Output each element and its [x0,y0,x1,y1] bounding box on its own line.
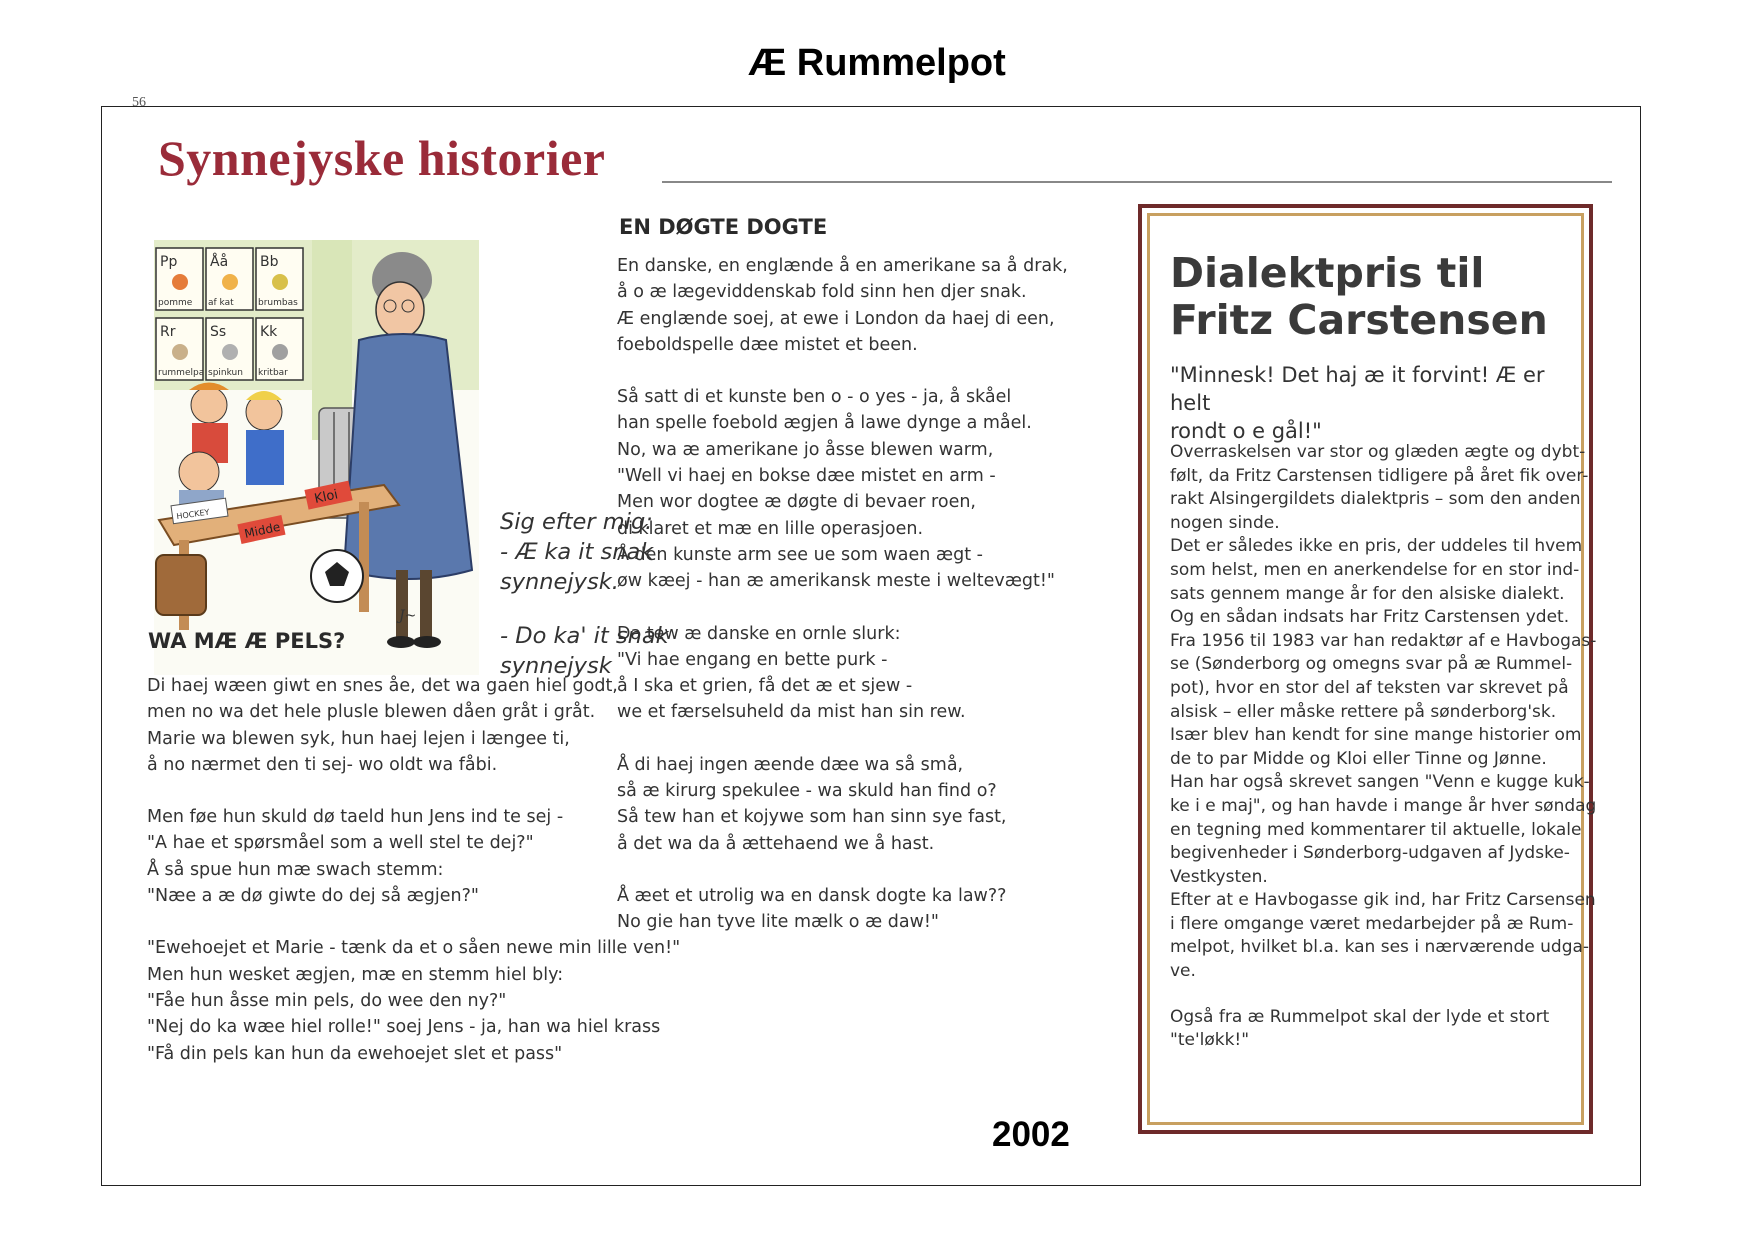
text-line: "Få din pels kan hun da ewehoejet slet et pass" [147,1043,563,1064]
text-line: Men wor dogtee æ døgte di bevaer roen, [617,492,976,513]
text-line: Å di haej ingen æende dæe wa så små, [617,754,964,775]
text-line: melpot, hvilket bl.a. kan ses i nærværende udga- [1170,937,1590,958]
stanza [617,253,1068,358]
soccer-ball [311,550,363,602]
alphabet-card [256,248,303,310]
text-line: øw kæej - han æ amerikansk meste i weltevægt!" [617,571,1055,592]
card-word: pomme [158,298,193,308]
desk-sign: Midde [243,519,282,541]
scanned-page [101,95,1641,1186]
text-line: Han har også skrevet sangen "Venn e kugge kuk- [1170,772,1590,793]
section-title: Synnejyske historier [158,130,606,186]
card-word: rummelpa [158,368,205,378]
year-label: 2002 [992,1115,1070,1154]
alphabet-card [156,248,203,310]
stanza [617,384,1068,594]
card-word: kritbar [258,368,288,378]
text-line: Å så spue hun mæ swach stemm: [147,859,444,880]
text-line: Især blev han kendt for sine mange historier om [1170,725,1582,746]
stanza [617,883,1068,936]
svg-text:J~: J~ [399,608,417,624]
text-line: å det wa da å ættehaend we å hast. [617,833,935,854]
text-line: Di haej wæen giwt en snes åe, det wa gaen hiel godt, [147,676,618,696]
text-line: Efter at e Havbogasse gik ind, har Fritz Carsensen [1170,890,1596,911]
text-line: å I ska et grien, få det æ et sjew - [617,676,913,697]
story1-body [147,673,680,1093]
sidebar-title-line: Fritz Carstensen [1170,296,1548,344]
stanza [147,935,680,1066]
classroom-cartoon-illustration [154,240,479,675]
text-line: "Well vi haej en bokse dæe mistet en arm - [617,466,996,487]
card-word: spinkun [208,368,243,378]
text-line: "Næe a æ dø giwte do dej så ægjen?" [147,886,479,907]
text-line: så æ kirurg spekulee - wa skuld han find o? [617,781,997,802]
caption-line: - Æ ka it snak [500,539,654,565]
alphabet-card [206,318,253,380]
text-line: men no wa det hele plusle blewen dåen gråt i gråt. [147,702,596,723]
title-rule [662,181,1612,183]
story2-body [617,253,1068,962]
card-letters: Bb [260,254,279,270]
quote-line: rondt o e gål!" [1170,419,1322,443]
card-letters: Pp [160,254,178,270]
text-line: Marie wa blewen syk, hun haej lejen i længee ti, [147,728,570,749]
text-line: Så satt di et kunste ben o - o yes - ja, å skåel [617,387,1012,408]
text-line: foeboldspelle dæe mistet et been. [617,334,918,355]
text-line: en tegning med kommentarer til aktuelle, lokale [1170,819,1582,840]
text-line: Da tew æ danske en ornle slurk: [617,623,901,644]
story2-heading: EN DØGTE DOGTE [619,215,828,239]
card-word: af kat [208,298,234,308]
text-line: nogen sinde. [1170,512,1280,533]
text-line: "Nej do ka wæe hiel rolle!" soej Jens - ja, han wa hiel krass [147,1017,661,1038]
text-line: som helst, men en anerkendelse for en stor ind- [1170,559,1580,580]
stanza [617,621,1068,726]
text-line: de to par Midde og Kloi eller Tinne og Jønne. [1170,748,1547,769]
stanza [617,752,1068,857]
text-line: se (Sønderborg og omegns svar på æ Rummel- [1170,654,1573,675]
quote-line: "Minnesk! Det haj æ it forvint! Æ er helt [1170,363,1545,415]
text-line: sats gennem mange år for den alsiske dialekt. [1170,583,1565,604]
text-line: følt, da Fritz Carstensen tidligere på året fik over- [1170,465,1589,486]
text-line: å o æ lægeviddenskab fold sinn hen djer snak. [617,282,1027,303]
text-line: Æ englænde soej, at ewe i London da haej di een, [617,308,1055,329]
book-label: HOCKEY [175,507,210,522]
text-line: "Fåe hun åsse min pels, do wee den ny?" [147,990,507,1011]
text-line: di klaret et mæ en lille operasjoen. [617,518,924,539]
text-line: pot), hvor en stor del af teksten var skrevet på [1170,677,1569,698]
text-line: Det er således ikke en pris, der uddeles til hvem [1170,536,1583,557]
text-line: "te'løkk!" [1170,1030,1250,1051]
text-line: Og en sådan indsats har Fritz Carstensen ydet. [1170,607,1570,628]
text-line: Vestkysten. [1170,866,1268,887]
text-line: han spelle foebold ægjen å lawe dynge a måel. [617,413,1032,434]
alphabet-card [256,318,303,380]
caption-line: synnejysk. [500,569,619,595]
text-line: Men hun wesket ægjen, mæ en stemm hiel bly: [147,964,564,985]
text-line: rakt Alsingergildets dialektpris – som den anden [1170,489,1581,510]
text-line: Overraskelsen var stor og glæden ægte og dybt- [1170,442,1586,462]
story1-heading: WA MÆ Æ PELS? [148,629,346,653]
text-line: we et færselsuheld da mist han sin rew. [617,702,966,723]
stanza [147,673,680,778]
card-letters: Kk [260,324,278,340]
school-bag [156,555,206,615]
stanza [147,804,680,909]
card-letters: Ss [210,324,227,340]
text-line: Men føe hun skuld dø taeld hun Jens ind te sej - [147,807,564,828]
text-line: "A hae et spørsmåel som a well stel te dej?" [147,833,534,854]
text-line: Så tew han et kojywe som han sinn sye fast, [617,807,1007,828]
alphabet-card [206,248,253,310]
sidebar-title-line: Dialektpris til [1170,249,1485,297]
document-title: Æ Rummelpot [748,42,1006,84]
text-line: i flere omgange været medarbejder på æ Rum- [1170,913,1574,934]
card-letters: Åå [210,254,229,270]
text-line: alsisk – eller måske rettere på sønderborg'sk. [1170,701,1557,722]
text-line: Også fra æ Rummelpot skal der lyde et stort [1170,1006,1550,1027]
desk-sign: Kloi [313,487,340,507]
card-word: brumbas [258,298,298,308]
text-line: No gie han tyve lite mælk o æ daw!" [617,912,939,933]
text-line: No, wa æ amerikane jo åsse blewen warm, [617,439,994,460]
sidebar-title [1170,250,1548,344]
text-line: å no nærmet den ti sej- wo oldt wa fåbi. [147,754,498,775]
sidebar-body [1170,441,1597,1053]
text-line: "Vi hae engang en bette purk - [617,649,888,670]
text-line: begivenheder i Sønderborg-udgaven af Jydske- [1170,843,1570,864]
text-line: Å den kunste arm see ue som waen ægt - [617,544,983,565]
paragraph-gap [1170,984,1580,1006]
text-line: En danske, en englænde å en amerikane sa å drak, [617,256,1068,276]
card-letters: Rr [160,324,176,340]
text-line: ve. [1170,961,1196,982]
text-line: Å æet et utrolig wa en dansk dogte ka law?? [617,885,1007,906]
caption-line: synnejysk [500,653,612,679]
page-number: 56 [132,95,146,110]
caption-line: Sig efter mig: [500,509,653,535]
text-line: ke i e maj", og han havde i mange år hver søndag [1170,795,1597,816]
sidebar-quote [1170,361,1570,445]
text-line: Fra 1956 til 1983 var han redaktør af e Havbogas- [1170,630,1597,651]
sidebar-box [1138,204,1597,1134]
alphabet-card [156,318,204,380]
caption-line: - Do ka' it snak [500,623,669,649]
text-line: "Ewehoejet et Marie - tænk da et o såen newe min lille ven!" [147,938,681,959]
